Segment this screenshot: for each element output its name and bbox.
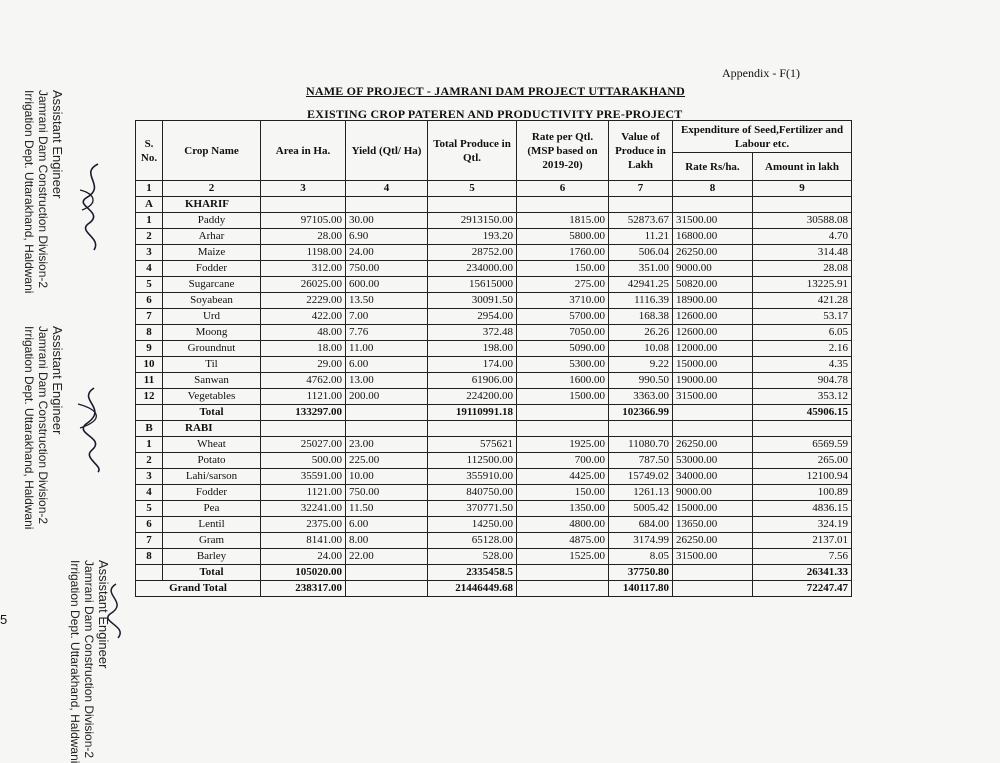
cell-total-produce: 193.20 bbox=[428, 229, 517, 245]
project-title: NAME OF PROJECT - JAMRANI DAM PROJECT UTTARAKHAND bbox=[306, 84, 686, 98]
cell-amount: 4.70 bbox=[753, 229, 852, 245]
cell-total-produce: 2954.00 bbox=[428, 309, 517, 325]
cell-sno: 7 bbox=[136, 533, 163, 549]
rabi-row bbox=[136, 469, 852, 485]
kharif-row bbox=[136, 341, 852, 357]
cell-yield: 8.00 bbox=[346, 533, 428, 549]
cell-rate-per-ha: 15000.00 bbox=[673, 501, 753, 517]
cell-total-produce: 528.00 bbox=[428, 549, 517, 565]
cell-rate-per-ha: 12000.00 bbox=[673, 341, 753, 357]
cell-crop-name: Maize bbox=[163, 245, 261, 261]
cell-amount: 2.16 bbox=[753, 341, 852, 357]
cell-value: 1261.13 bbox=[609, 485, 673, 501]
cell-rate-per-qtl: 4800.00 bbox=[517, 517, 609, 533]
cell-area: 29.00 bbox=[261, 357, 346, 373]
cell-yield: 750.00 bbox=[346, 261, 428, 277]
rabi-row bbox=[136, 549, 852, 565]
cell-total-produce: 61906.00 bbox=[428, 373, 517, 389]
cell-total-produce: 112500.00 bbox=[428, 453, 517, 469]
cell-amount: 13225.91 bbox=[753, 277, 852, 293]
cell-rate-per-qtl: 1525.00 bbox=[517, 549, 609, 565]
section-rabi-row bbox=[136, 421, 852, 437]
cell-yield: 7.76 bbox=[346, 325, 428, 341]
cell-value: 684.00 bbox=[609, 517, 673, 533]
cell-rate-per-ha: 18900.00 bbox=[673, 293, 753, 309]
cell-total-produce: 28752.00 bbox=[428, 245, 517, 261]
cell-yield: 13.00 bbox=[346, 373, 428, 389]
cell-yield: 6.00 bbox=[346, 357, 428, 373]
cell-amount: 7.56 bbox=[753, 549, 852, 565]
cell-sno: 3 bbox=[136, 469, 163, 485]
cell-area: 28.00 bbox=[261, 229, 346, 245]
cell-rate-per-ha: 26250.00 bbox=[673, 533, 753, 549]
cell-rate-per-ha: 12600.00 bbox=[673, 309, 753, 325]
cell-area: 32241.00 bbox=[261, 501, 346, 517]
cell-area: 1121.00 bbox=[261, 485, 346, 501]
cell-crop-name: Wheat bbox=[163, 437, 261, 453]
cell-area: 48.00 bbox=[261, 325, 346, 341]
cell-total-produce: 15615000 bbox=[428, 277, 517, 293]
cell-value: 9.22 bbox=[609, 357, 673, 373]
cell-rate-per-qtl: 4875.00 bbox=[517, 533, 609, 549]
rabi-row bbox=[136, 533, 852, 549]
cell-crop-name: Lentil bbox=[163, 517, 261, 533]
col-number: 9 bbox=[753, 181, 852, 197]
cell-yield: 30.00 bbox=[346, 213, 428, 229]
cell-rate-per-qtl: 5300.00 bbox=[517, 357, 609, 373]
header-yield: Yield (Qtl/ Ha) bbox=[346, 121, 428, 181]
section-kharif-row bbox=[136, 197, 852, 213]
cell-amount: 314.48 bbox=[753, 245, 852, 261]
total-produce: 19110991.18 bbox=[428, 405, 517, 421]
cell-crop-name: Til bbox=[163, 357, 261, 373]
total-area: 105020.00 bbox=[261, 565, 346, 581]
cell-total-produce: 575621 bbox=[428, 437, 517, 453]
cell-total-produce: 372.48 bbox=[428, 325, 517, 341]
total-value: 102366.99 bbox=[609, 405, 673, 421]
section-label: RABI bbox=[163, 421, 261, 437]
total-value: 37750.80 bbox=[609, 565, 673, 581]
cell-yield: 7.00 bbox=[346, 309, 428, 325]
cell-crop-name: Urd bbox=[163, 309, 261, 325]
kharif-rows bbox=[136, 213, 852, 405]
cell-crop-name: Potato bbox=[163, 453, 261, 469]
cell-sno: 11 bbox=[136, 373, 163, 389]
cell-crop-name: Fodder bbox=[163, 261, 261, 277]
cell-crop-name: Soyabean bbox=[163, 293, 261, 309]
cell-rate-per-ha: 31500.00 bbox=[673, 389, 753, 405]
cell-crop-name: Paddy bbox=[163, 213, 261, 229]
cell-yield: 23.00 bbox=[346, 437, 428, 453]
cell-yield: 11.50 bbox=[346, 501, 428, 517]
cell-value: 42941.25 bbox=[609, 277, 673, 293]
cell-rate-per-qtl: 700.00 bbox=[517, 453, 609, 469]
cell-area: 2229.00 bbox=[261, 293, 346, 309]
stamp-title: Assistant Engineer bbox=[50, 90, 65, 199]
cell-amount: 4836.15 bbox=[753, 501, 852, 517]
cell-sno: 2 bbox=[136, 453, 163, 469]
cell-value: 3174.99 bbox=[609, 533, 673, 549]
cell-value: 990.50 bbox=[609, 373, 673, 389]
kharif-row bbox=[136, 261, 852, 277]
kharif-total-row bbox=[136, 405, 852, 421]
cell-total-produce: 840750.00 bbox=[428, 485, 517, 501]
section-label: KHARIF bbox=[163, 197, 261, 213]
cell-value: 5005.42 bbox=[609, 501, 673, 517]
header-amount-in-lakh: Amount in lakh bbox=[753, 153, 852, 181]
cell-value: 787.50 bbox=[609, 453, 673, 469]
cell-yield: 24.00 bbox=[346, 245, 428, 261]
cell-value: 8.05 bbox=[609, 549, 673, 565]
kharif-row bbox=[136, 229, 852, 245]
cell-total-produce: 224200.00 bbox=[428, 389, 517, 405]
cell-area: 97105.00 bbox=[261, 213, 346, 229]
stamp-title: Assistant Engineer bbox=[96, 560, 111, 669]
cell-area: 8141.00 bbox=[261, 533, 346, 549]
cell-sno: 4 bbox=[136, 485, 163, 501]
cell-crop-name: Barley bbox=[163, 549, 261, 565]
cell-crop-name: Groundnut bbox=[163, 341, 261, 357]
cell-total-produce: 370771.50 bbox=[428, 501, 517, 517]
cell-amount: 904.78 bbox=[753, 373, 852, 389]
cell-area: 2375.00 bbox=[261, 517, 346, 533]
header-value-of-produce: Value of Produce in Lakh bbox=[609, 121, 673, 181]
cell-rate-per-qtl: 150.00 bbox=[517, 261, 609, 277]
cell-rate-per-ha: 31500.00 bbox=[673, 549, 753, 565]
grand-total-row bbox=[136, 581, 852, 597]
total-label: Total bbox=[163, 405, 261, 421]
cell-rate-per-qtl: 3710.00 bbox=[517, 293, 609, 309]
cell-rate-per-ha: 53000.00 bbox=[673, 453, 753, 469]
cell-rate-per-qtl: 1500.00 bbox=[517, 389, 609, 405]
grand-total-label: Grand Total bbox=[136, 581, 261, 597]
cell-rate-per-qtl: 275.00 bbox=[517, 277, 609, 293]
stamp-title: Assistant Engineer bbox=[50, 326, 65, 435]
cell-area: 24.00 bbox=[261, 549, 346, 565]
cell-rate-per-qtl: 5700.00 bbox=[517, 309, 609, 325]
header-area: Area in Ha. bbox=[261, 121, 346, 181]
header-rate-per-ha: Rate Rs/ha. bbox=[673, 153, 753, 181]
col-number: 7 bbox=[609, 181, 673, 197]
cell-sno: 1 bbox=[136, 437, 163, 453]
cell-sno: 7 bbox=[136, 309, 163, 325]
cell-total-produce: 14250.00 bbox=[428, 517, 517, 533]
cell-rate-per-ha: 13650.00 bbox=[673, 517, 753, 533]
rabi-rows bbox=[136, 437, 852, 565]
cell-total-produce: 198.00 bbox=[428, 341, 517, 357]
cell-rate-per-qtl: 150.00 bbox=[517, 485, 609, 501]
cell-crop-name: Pea bbox=[163, 501, 261, 517]
cell-rate-per-qtl: 1600.00 bbox=[517, 373, 609, 389]
cell-rate-per-ha: 26250.00 bbox=[673, 245, 753, 261]
cell-total-produce: 30091.50 bbox=[428, 293, 517, 309]
col-number: 8 bbox=[673, 181, 753, 197]
cell-yield: 13.50 bbox=[346, 293, 428, 309]
cell-total-produce: 355910.00 bbox=[428, 469, 517, 485]
kharif-row bbox=[136, 293, 852, 309]
kharif-row bbox=[136, 389, 852, 405]
col-number: 4 bbox=[346, 181, 428, 197]
cell-value: 15749.02 bbox=[609, 469, 673, 485]
header-rate-per-qtl: Rate per Qtl.(MSP based on 2019-20) bbox=[517, 121, 609, 181]
cell-sno: 9 bbox=[136, 341, 163, 357]
cell-yield: 11.00 bbox=[346, 341, 428, 357]
signature-mark bbox=[68, 160, 116, 255]
rabi-row bbox=[136, 485, 852, 501]
cell-area: 312.00 bbox=[261, 261, 346, 277]
stamp-division: Jamrani Dam Construction Division-2 bbox=[82, 560, 96, 759]
total-produce: 2335458.5 bbox=[428, 565, 517, 581]
cell-crop-name: Moong bbox=[163, 325, 261, 341]
cell-value: 11.21 bbox=[609, 229, 673, 245]
grand-total-amount: 72247.47 bbox=[753, 581, 852, 597]
header-crop-name: Crop Name bbox=[163, 121, 261, 181]
section-code: A bbox=[136, 197, 163, 213]
cell-sno: 5 bbox=[136, 277, 163, 293]
col-number: 3 bbox=[261, 181, 346, 197]
cell-area: 25027.00 bbox=[261, 437, 346, 453]
stamp-department: Irrigation Dept. Uttarakhand, Haldwani bbox=[22, 326, 36, 530]
cell-rate-per-ha: 15000.00 bbox=[673, 357, 753, 373]
cell-amount: 53.17 bbox=[753, 309, 852, 325]
cell-rate-per-ha: 31500.00 bbox=[673, 213, 753, 229]
cell-rate-per-ha: 12600.00 bbox=[673, 325, 753, 341]
cell-area: 35591.00 bbox=[261, 469, 346, 485]
cell-total-produce: 174.00 bbox=[428, 357, 517, 373]
cell-sno: 5 bbox=[136, 501, 163, 517]
cell-yield: 750.00 bbox=[346, 485, 428, 501]
column-number-row bbox=[136, 181, 852, 197]
appendix-label: Appendix - F(1) bbox=[722, 66, 800, 80]
cell-yield: 6.00 bbox=[346, 517, 428, 533]
cell-sno: 4 bbox=[136, 261, 163, 277]
kharif-row bbox=[136, 373, 852, 389]
cell-amount: 265.00 bbox=[753, 453, 852, 469]
total-area: 133297.00 bbox=[261, 405, 346, 421]
rabi-total-row bbox=[136, 565, 852, 581]
cell-crop-name: Lahi/sarson bbox=[163, 469, 261, 485]
cell-yield: 6.90 bbox=[346, 229, 428, 245]
kharif-row bbox=[136, 213, 852, 229]
cell-value: 26.26 bbox=[609, 325, 673, 341]
cell-yield: 225.00 bbox=[346, 453, 428, 469]
cell-sno: 10 bbox=[136, 357, 163, 373]
header-expenditure: Expenditure of Seed,Fertilizer and Labour etc. bbox=[673, 121, 852, 153]
rabi-row bbox=[136, 501, 852, 517]
cell-yield: 200.00 bbox=[346, 389, 428, 405]
cell-value: 168.38 bbox=[609, 309, 673, 325]
cell-amount: 324.19 bbox=[753, 517, 852, 533]
cell-rate-per-ha: 26250.00 bbox=[673, 437, 753, 453]
cell-area: 500.00 bbox=[261, 453, 346, 469]
cell-yield: 10.00 bbox=[346, 469, 428, 485]
cell-value: 506.04 bbox=[609, 245, 673, 261]
crop-pattern-table bbox=[135, 120, 852, 597]
cell-area: 4762.00 bbox=[261, 373, 346, 389]
total-amount: 45906.15 bbox=[753, 405, 852, 421]
cell-total-produce: 65128.00 bbox=[428, 533, 517, 549]
cell-rate-per-qtl: 4425.00 bbox=[517, 469, 609, 485]
cell-yield: 22.00 bbox=[346, 549, 428, 565]
cell-rate-per-ha: 19000.00 bbox=[673, 373, 753, 389]
col-number: 2 bbox=[163, 181, 261, 197]
cell-rate-per-qtl: 1350.00 bbox=[517, 501, 609, 517]
cell-crop-name: Gram bbox=[163, 533, 261, 549]
cell-sno: 8 bbox=[136, 325, 163, 341]
stamp-division: Jamrani Dam Construction Division-2 bbox=[36, 326, 50, 525]
col-number: 5 bbox=[428, 181, 517, 197]
cell-sno: 3 bbox=[136, 245, 163, 261]
stamp-department: Irrigation Dept. Uttarakhand, Haldwani bbox=[68, 560, 82, 763]
cell-area: 26025.00 bbox=[261, 277, 346, 293]
kharif-row bbox=[136, 245, 852, 261]
rabi-row bbox=[136, 437, 852, 453]
total-amount: 26341.33 bbox=[753, 565, 852, 581]
stamp-division: Jamrani Dam Construction Division-2 bbox=[36, 90, 50, 289]
cell-area: 422.00 bbox=[261, 309, 346, 325]
cell-area: 1121.00 bbox=[261, 389, 346, 405]
cell-sno: 6 bbox=[136, 293, 163, 309]
grand-total-value: 140117.80 bbox=[609, 581, 673, 597]
cell-crop-name: Fodder bbox=[163, 485, 261, 501]
cell-amount: 12100.94 bbox=[753, 469, 852, 485]
cell-area: 18.00 bbox=[261, 341, 346, 357]
kharif-row bbox=[136, 277, 852, 293]
cell-rate-per-qtl: 7050.00 bbox=[517, 325, 609, 341]
cell-rate-per-ha: 9000.00 bbox=[673, 485, 753, 501]
kharif-row bbox=[136, 309, 852, 325]
cell-total-produce: 234000.00 bbox=[428, 261, 517, 277]
header-sno: S. No. bbox=[136, 121, 163, 181]
cell-sno: 1 bbox=[136, 213, 163, 229]
kharif-row bbox=[136, 357, 852, 373]
engineer-stamp bbox=[22, 90, 64, 293]
cell-amount: 30588.08 bbox=[753, 213, 852, 229]
cell-rate-per-qtl: 5800.00 bbox=[517, 229, 609, 245]
total-label: Total bbox=[163, 565, 261, 581]
stamp-department: Irrigation Dept. Uttarakhand, Haldwani bbox=[22, 90, 36, 294]
cell-rate-per-ha: 9000.00 bbox=[673, 261, 753, 277]
cell-rate-per-qtl: 1925.00 bbox=[517, 437, 609, 453]
cell-amount: 4.35 bbox=[753, 357, 852, 373]
cell-value: 1116.39 bbox=[609, 293, 673, 309]
page-number: 5 bbox=[0, 612, 8, 627]
cell-crop-name: Vegetables bbox=[163, 389, 261, 405]
cell-amount: 353.12 bbox=[753, 389, 852, 405]
col-number: 1 bbox=[136, 181, 163, 197]
kharif-row bbox=[136, 325, 852, 341]
cell-value: 11080.70 bbox=[609, 437, 673, 453]
cell-sno: 2 bbox=[136, 229, 163, 245]
cell-value: 3363.00 bbox=[609, 389, 673, 405]
table-subtitle: EXISTING CROP PATEREN AND PRODUCTIVITY PRE-PROJECT bbox=[307, 107, 683, 121]
col-number: 6 bbox=[517, 181, 609, 197]
engineer-stamp bbox=[22, 326, 64, 529]
rabi-row bbox=[136, 453, 852, 469]
cell-amount: 100.89 bbox=[753, 485, 852, 501]
cell-rate-per-ha: 16800.00 bbox=[673, 229, 753, 245]
section-code: B bbox=[136, 421, 163, 437]
rabi-row bbox=[136, 517, 852, 533]
cell-amount: 2137.01 bbox=[753, 533, 852, 549]
cell-crop-name: Sanwan bbox=[163, 373, 261, 389]
signature-mark bbox=[70, 384, 116, 474]
signature-mark bbox=[96, 580, 136, 642]
cell-amount: 6569.59 bbox=[753, 437, 852, 453]
header-total-produce: Total Produce in Qtl. bbox=[428, 121, 517, 181]
cell-value: 351.00 bbox=[609, 261, 673, 277]
cell-sno: 6 bbox=[136, 517, 163, 533]
cell-rate-per-qtl: 1815.00 bbox=[517, 213, 609, 229]
cell-value: 10.08 bbox=[609, 341, 673, 357]
cell-rate-per-ha: 50820.00 bbox=[673, 277, 753, 293]
cell-area: 1198.00 bbox=[261, 245, 346, 261]
cell-total-produce: 2913150.00 bbox=[428, 213, 517, 229]
cell-rate-per-ha: 34000.00 bbox=[673, 469, 753, 485]
grand-total-produce: 21446449.68 bbox=[428, 581, 517, 597]
grand-total-area: 238317.00 bbox=[261, 581, 346, 597]
cell-sno: 12 bbox=[136, 389, 163, 405]
cell-rate-per-qtl: 1760.00 bbox=[517, 245, 609, 261]
cell-rate-per-qtl: 5090.00 bbox=[517, 341, 609, 357]
cell-crop-name: Arhar bbox=[163, 229, 261, 245]
cell-crop-name: Sugarcane bbox=[163, 277, 261, 293]
cell-yield: 600.00 bbox=[346, 277, 428, 293]
cell-sno: 8 bbox=[136, 549, 163, 565]
cell-amount: 6.05 bbox=[753, 325, 852, 341]
cell-amount: 421.28 bbox=[753, 293, 852, 309]
cell-value: 52873.67 bbox=[609, 213, 673, 229]
cell-amount: 28.08 bbox=[753, 261, 852, 277]
